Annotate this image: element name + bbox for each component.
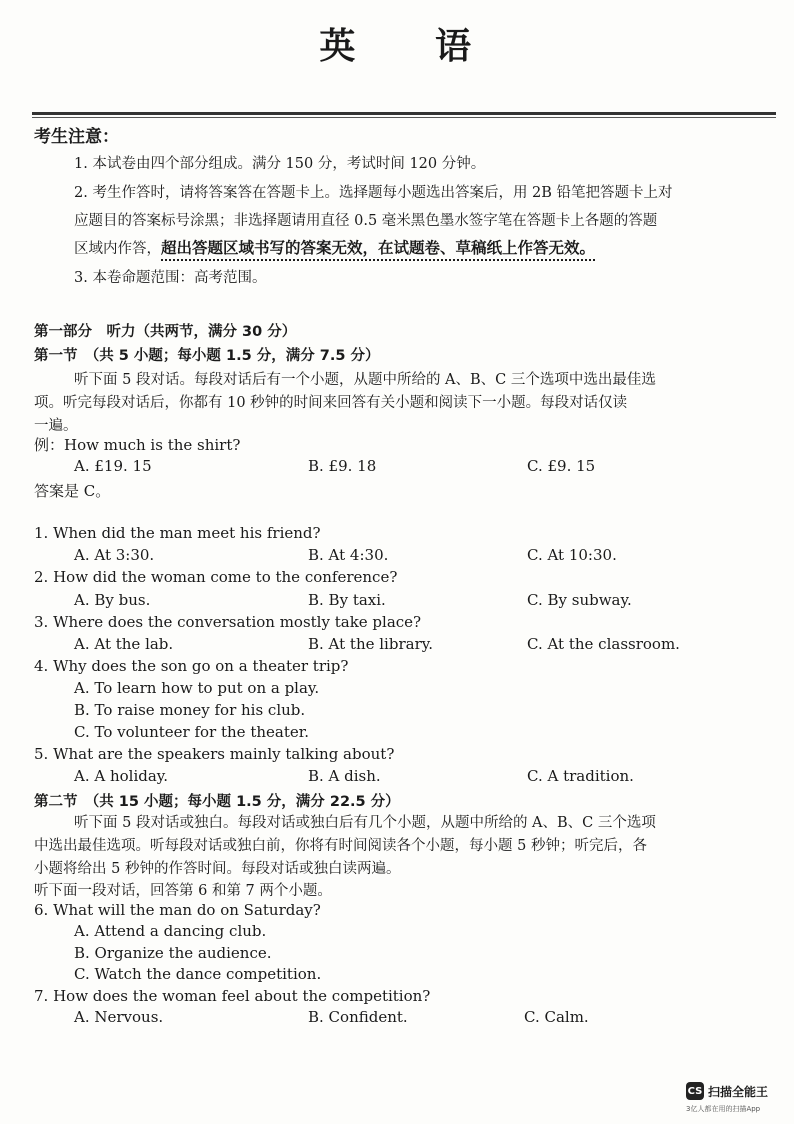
title-divider-thin <box>32 117 776 118</box>
question-6-option-b: B. Organize the audience. <box>74 944 272 962</box>
scanner-tagline: 3亿人都在用的扫描App <box>686 1105 761 1113</box>
question-7-option-c: C. Calm. <box>524 1008 589 1026</box>
page-title: 英 语 <box>319 26 475 67</box>
question-6-stem: 6. What will the man do on Saturday? <box>34 901 321 919</box>
question-2-option-a: A. By bus. <box>74 591 151 609</box>
example-option-c: C. £9. 15 <box>527 457 596 475</box>
example-option-b: B. £9. 18 <box>308 457 377 475</box>
question-2-option-c: C. By subway. <box>527 591 632 609</box>
notice-heading: 考生注意： <box>34 127 119 147</box>
question-4-option-c: C. To volunteer for the theater. <box>74 723 310 741</box>
notice-item-3: 3. 本卷命题范围：高考范围。 <box>74 270 267 286</box>
notice-item-2-line-1: 2. 考生作答时，请将答案答在答题卡上。选择题每小题选出答案后，用 2B 铅笔把答题卡上对 <box>74 185 673 201</box>
question-1-stem: 1. When did the man meet his friend? <box>34 524 321 542</box>
section1-instruction-line-1: 听下面 5 段对话。每段对话后有一个小题，从题中所给的 A、B、C 三个选项中选出最佳选 <box>74 372 656 388</box>
section1-heading: 第一节 （共 5 小题；每小题 1.5 分，满分 7.5 分） <box>34 348 380 364</box>
title-divider <box>32 112 776 115</box>
section2-heading: 第二节 （共 15 小题；每小题 1.5 分，满分 22.5 分） <box>34 794 400 810</box>
camscanner-logo-icon: CS <box>686 1082 704 1100</box>
question-1-option-c: C. At 10:30. <box>527 546 617 564</box>
question-7-option-b: B. Confident. <box>308 1008 408 1026</box>
part1-heading: 第一部分 听力（共两节，满分 30 分） <box>34 324 297 340</box>
scanner-app-name: 扫描全能王 <box>708 1084 769 1099</box>
section1-instruction-line-2: 项。听完每段对话后，你都有 10 秒钟的时间来回答有关小题和阅读下一小题。每段对话仅读 <box>34 395 628 411</box>
example-option-a: A. £19. 15 <box>74 457 152 475</box>
question-4-stem: 4. Why does the son go on a theater trip? <box>34 657 349 675</box>
question-6-option-c: C. Watch the dance competition. <box>74 965 322 983</box>
question-3-option-b: B. At the library. <box>308 635 433 653</box>
notice-emphasis: 超出答题区域书写的答案无效，在试题卷、草稿纸上作答无效。 <box>161 239 596 257</box>
question-2-stem: 2. How did the woman come to the conference? <box>34 568 398 586</box>
question-3-stem: 3. Where does the conversation mostly take place? <box>34 613 422 631</box>
question-5-option-c: C. A tradition. <box>527 767 634 785</box>
question-1-option-b: B. At 4:30. <box>308 546 389 564</box>
question-1-option-a: A. At 3:30. <box>74 546 155 564</box>
question-4-option-a: A. To learn how to put on a play. <box>74 679 320 697</box>
section1-instruction-line-3: 一遍。 <box>34 418 78 434</box>
notice-item-2-line-3 <box>74 236 595 258</box>
question-5-option-a: A. A holiday. <box>74 767 169 785</box>
question-7-stem: 7. How does the woman feel about the competition? <box>34 987 431 1005</box>
question-5-option-b: B. A dish. <box>308 767 381 785</box>
question-7-option-a: A. Nervous. <box>74 1008 164 1026</box>
question-2-option-b: B. By taxi. <box>308 591 386 609</box>
scanner-watermark <box>686 1082 768 1100</box>
section2-instruction-line-3: 小题将给出 5 秒钟的作答时间。每段对话或独白读两遍。 <box>34 861 401 877</box>
section2-instruction-line-2: 中选出最佳选项。听每段对话或独白前，你将有时间阅读各个小题，每小题 5 秒钟；听完后，各 <box>34 838 647 854</box>
question-4-option-b: B. To raise money for his club. <box>74 701 306 719</box>
example-answer: 答案是 C。 <box>34 482 111 500</box>
section2-instruction-line-1: 听下面 5 段对话或独白。每段对话或独白后有几个小题，从题中所给的 A、B、C 三个选项 <box>74 815 656 831</box>
notice-item-2-line-3-prefix: 区域内作答， <box>74 241 161 257</box>
question-3-option-a: A. At the lab. <box>74 635 174 653</box>
notice-item-2-line-2: 应题目的答案标号涂黑；非选择题请用直径 0.5 毫米黑色墨水签字笔在答题卡上各题的答题 <box>74 213 658 229</box>
section2-sub-instruction: 听下面一段对话，回答第 6 和第 7 两个小题。 <box>34 883 332 899</box>
question-6-option-a: A. Attend a dancing club. <box>74 922 267 940</box>
question-3-option-c: C. At the classroom. <box>527 635 680 653</box>
question-5-stem: 5. What are the speakers mainly talking about? <box>34 745 395 763</box>
example-question: 例：How much is the shirt? <box>34 436 241 454</box>
notice-item-1: 1. 本试卷由四个部分组成。满分 150 分，考试时间 120 分钟。 <box>74 156 486 172</box>
